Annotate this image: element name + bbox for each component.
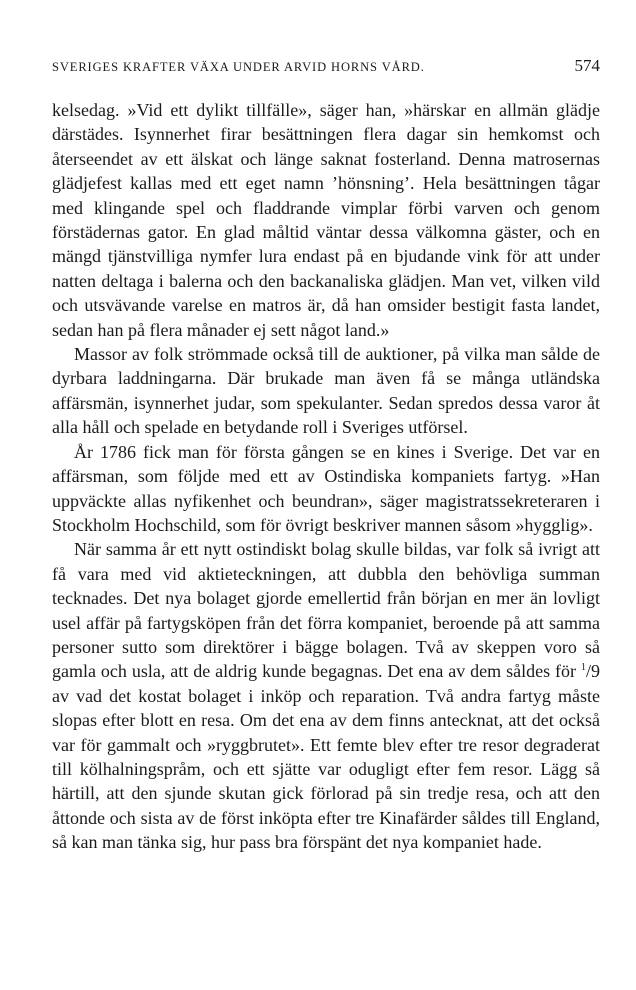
- fraction-numerator: 1: [580, 662, 586, 674]
- book-page: [52, 56, 600, 855]
- running-head: [52, 56, 600, 86]
- fraction-slash: /: [585, 661, 591, 682]
- paragraph-chinese-visitor: År 1786 fick man för första gången se en kines i Sverige. Det var en affärsman, som följde med ett av Ostindiska kompaniets fartyg. »Han uppväckte allas nyfikenhet och beundran», säger magistratssekreteraren i Stockholm Hochschild, som för övrigt beskriver mannen såsom »hygglig».: [52, 441, 600, 535]
- running-title: SVERIGES KRAFTER VÄXA UNDER ARVID HORNS VÅRD.: [52, 60, 425, 74]
- paragraph-continuation: kelsedag. »Vid ett dylikt tillfälle», säger han, »härskar en allmän glädje därstädes. Isynnerhet firar besättningen flera dagar sin hemkomst och återseendet av ett älskat och länge saknat fosterland. Denna matrosernas glädjefest kallas med ett eget namn ’hönsning’. Hela besättningen tågar med klingande spel och fladdrande vimplar förbi varven och genom förstädernas gator. En glad måltid väntar dessa välkomna gäster, och en mängd tjänstvilliga nymfer lura endast på en bjudande vink för att under natten deltaga i balerna och den backanaliska glädjen. Man vet, vilken vild och utsvävande varelse en matros är, då han omsider bestigit fasta landet, sedan han på flera månader ej sett något land.»: [52, 100, 600, 340]
- body-text: [52, 98, 600, 855]
- fraction-denominator: 9: [591, 661, 600, 682]
- paragraph-auctions: Massor av folk strömmade också till de auktioner, på vilka man sålde de dyrbara laddningarna. Där brukade man även få se många utländska affärsmän, isynnerhet judar, som spekulanter. Sedan spredos dessa varor åt alla håll och spelade en betydande roll i Sveriges utförsel.: [52, 344, 600, 438]
- page-number: 574: [574, 56, 600, 75]
- paragraph-new-company: [52, 537, 600, 854]
- paragraph-text-part: av vad det kostat bolaget i inköp och reparation. Två andra fartyg måste slopas efter blott en resa. Om det ena av dem finns antecknat, att det också var för gammalt och »ryggbrutet». Ett femte blev efter tre resor degraderat till kölhalningspråm, och ett sjätte var odugligt efter fem resor. Lägg så härtill, att den sjunde skutan gick förlorad på sin tredje resa, och att den åttonde och sista av de först inköpta efter tre Kinafärder såldes till England, så kan man tänka sig, hur pass bra förspänt det nya kompaniet hade.: [52, 685, 600, 853]
- paragraph-text-part: När samma år ett nytt ostindiskt bolag skulle bildas, var folk så ivrigt att få vara med vid aktieteckningen, att dubbla den behövliga summan tecknades. Det nya bolaget gjorde emellertid från början en mer än lovligt usel affär på fartygsköpen från det förra kompaniet, beroende på att samma personer sutto som direktörer i bägge bolagen. Två av skeppen voro så gamla och usla, att de aldrig kunde begagnas. Det ena av dem såldes för: [52, 539, 600, 682]
